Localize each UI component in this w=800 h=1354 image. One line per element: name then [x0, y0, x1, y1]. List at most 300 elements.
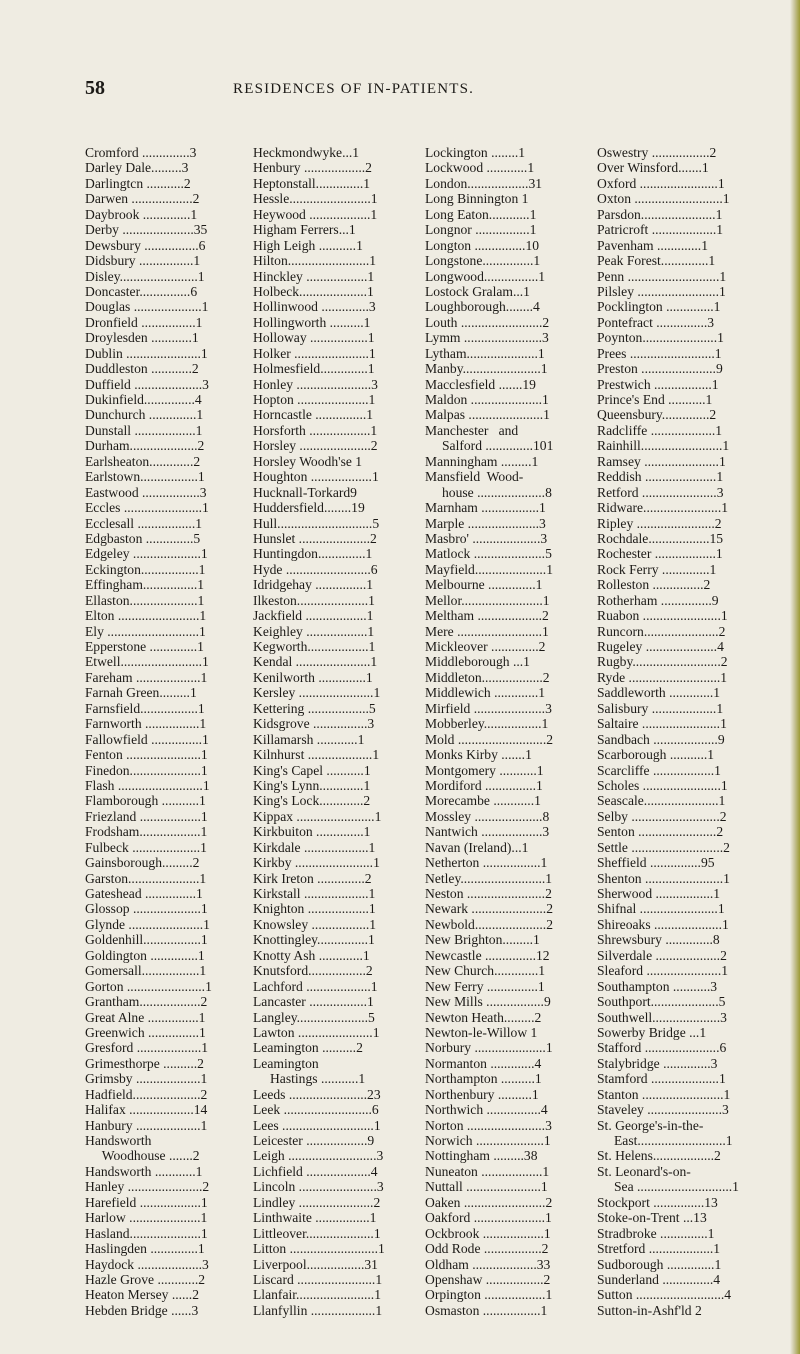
residence-entry: Gomersall.................1: [85, 963, 207, 979]
residence-entry: Oswestry .................2: [597, 145, 717, 160]
residence-entry: Hollingworth ..........1: [253, 314, 371, 330]
residence-entry: Mickleover ..............2: [425, 639, 546, 654]
residence-entry: Edgbaston ..............5: [85, 530, 201, 546]
residence-entry: Montgomery ...........1: [425, 762, 544, 778]
residence-entry: Heaton Mersey ......2: [85, 1287, 200, 1303]
residence-entry: Darley Dale.........3: [85, 160, 189, 176]
residence-entry: Preston ......................9: [597, 361, 723, 377]
residence-entry: Effingham................1: [85, 577, 205, 593]
residence-entry: Hunslet .....................2: [253, 530, 377, 546]
residence-entry: Doncaster...............6: [85, 283, 198, 299]
residence-entry: Farnworth ................1: [85, 716, 207, 732]
residence-entry: Newton Heath.........2: [425, 1009, 542, 1025]
residence-entry: Stoke-on-Trent ...13: [597, 1210, 707, 1226]
residence-entry: Northampton ..........1: [425, 1071, 542, 1087]
residence-entry: Leamington: [253, 1055, 319, 1071]
residence-entry: London..................31: [425, 175, 543, 191]
residence-entry: Melbourne ..............1: [425, 577, 543, 593]
residence-entry: Netherton .................1: [425, 855, 548, 871]
residence-entry: Dronfield ................1: [85, 314, 203, 330]
residence-entry: Fulbeck ....................1: [85, 839, 207, 855]
residence-entry: Lostock Gralam...1: [425, 283, 530, 299]
residence-entry: Peak Forest..............1: [597, 253, 716, 269]
residence-entry: Oaken ........................2: [425, 1194, 553, 1210]
residence-entry: Harlow .....................1: [85, 1210, 208, 1226]
residence-entry: Malpas ......................1: [425, 407, 550, 423]
residence-entry: Henbury ..................2: [253, 160, 372, 176]
residence-entry: Goldington ..............1: [85, 947, 205, 963]
residence-entry: Kettering ..................5: [253, 700, 376, 716]
residence-entry: Dunchurch ..............1: [85, 407, 204, 423]
residence-entry: Sutton ..........................4: [597, 1287, 732, 1303]
residence-entry: Hasland.....................1: [85, 1225, 208, 1241]
residence-entry: Norbury .....................1: [425, 1040, 553, 1056]
residence-entry: Oakford .....................1: [425, 1210, 552, 1226]
residence-entry: Mordiford ...............1: [425, 777, 543, 793]
residence-entry: Rock Ferry ..............1: [597, 561, 717, 577]
residence-entry: Manningham .........1: [425, 453, 539, 469]
residence-entry: Cromford ..............3: [85, 145, 197, 160]
residence-entry: Stamford ....................1: [597, 1071, 726, 1087]
residence-entry: Hadfield....................2: [85, 1086, 208, 1102]
residence-entry: Harefield ..................1: [85, 1194, 208, 1210]
residence-entry: Norton .......................3: [425, 1117, 552, 1133]
residence-entry: Killamarsh ............1: [253, 731, 365, 747]
residence-entry: Shenton .......................1: [597, 870, 730, 886]
residence-entry: Longton ...............10: [425, 237, 540, 253]
residence-entry: Hessle........................1: [253, 191, 378, 207]
residence-entry: Matlock .....................5: [425, 546, 552, 562]
residence-entry: Oxford .......................1: [597, 175, 725, 191]
residence-entry: Holbeck....................1: [253, 283, 374, 299]
residence-entry: Lincoln .......................3: [253, 1179, 384, 1195]
residence-entry: Grantham..................2: [85, 994, 208, 1010]
residence-entry: Long Eaton............1: [425, 206, 537, 222]
residence-entry: Loughborough........4: [425, 299, 540, 315]
residence-entry: Knotty Ash .............1: [253, 947, 370, 963]
residence-entry: Nottingham .........38: [425, 1148, 538, 1164]
residence-entry: Gainsborough.........2: [85, 855, 200, 871]
residence-entry: Long Binnington 1: [425, 191, 529, 207]
residence-entry: Ilkeston.....................1: [253, 592, 375, 608]
residence-entry: Prestwich .................1: [597, 376, 719, 392]
residence-entry: Knowsley .................1: [253, 916, 377, 932]
residence-entry: St. George's-in-the-: [597, 1117, 704, 1133]
column-4: [597, 145, 765, 1318]
residence-entry: Jackfield ..................1: [253, 608, 374, 624]
residence-entry: Llanfair.......................1: [253, 1287, 381, 1303]
residence-entry: Halifax ...................14: [85, 1102, 208, 1118]
residence-entry: Manchester and: [425, 422, 519, 438]
residence-entry: Ellaston....................1: [85, 592, 205, 608]
residence-entry: Heptonstall..............1: [253, 175, 371, 191]
residence-entry: Monks Kirby .......1: [425, 747, 532, 763]
residence-entry: Lachford ...................1: [253, 978, 378, 994]
residence-entry: Ryde ...........................1: [597, 669, 728, 685]
residence-entry: Epperstone ..............1: [85, 639, 204, 654]
residence-entry: Rotherham ...............9: [597, 592, 719, 608]
column-1: [85, 145, 245, 1318]
residence-entry: Marple .....................3: [425, 515, 546, 531]
residence-entry: Eckington.................1: [85, 561, 206, 577]
residence-entry: Gorton .......................1: [85, 978, 212, 994]
residence-entry: Nantwich ..................3: [425, 824, 550, 840]
residence-entry: Stalybridge ..............3: [597, 1055, 718, 1071]
residence-entry: Llanfyllin ...................1: [253, 1302, 383, 1318]
residence-entry: Friezland ..................1: [85, 808, 208, 824]
residence-entry: Duddleston ............2: [85, 361, 199, 377]
residence-entry: Sleaford ......................1: [597, 963, 729, 979]
residence-entry: Sea ............................1: [597, 1179, 739, 1195]
residence-entry: Fallowfield ...............1: [85, 731, 209, 747]
residence-entry: Sowerby Bridge ...1: [597, 1024, 707, 1040]
residence-entry: Hyde .........................6: [253, 561, 378, 577]
residence-entry: Haydock ...................3: [85, 1256, 209, 1272]
residence-entry: Lytham.....................1: [425, 345, 545, 361]
residence-entry: Silverdale ...................2: [597, 947, 727, 963]
residence-entry: Stretford ...................1: [597, 1241, 721, 1257]
residence-entry: Settle ...........................2: [597, 839, 730, 855]
residence-entry: Prince's End ...........1: [597, 392, 713, 407]
residence-entry: Eastwood .................3: [85, 484, 207, 500]
residence-entry: Knighton ..................1: [253, 901, 376, 917]
residence-entry: Kenilworth ..............1: [253, 669, 373, 685]
page-number: 58: [85, 77, 105, 99]
residence-entry: Leek ..........................6: [253, 1102, 379, 1118]
residence-entry: St. Helens..................2: [597, 1148, 721, 1164]
residence-entry: Sudborough ..............1: [597, 1256, 722, 1272]
residence-entry: Longstone...............1: [425, 253, 541, 269]
residence-entry: Sherwood .................1: [597, 886, 721, 901]
residence-entry: Linthwaite ................1: [253, 1210, 377, 1226]
residence-entry: Finedon.....................1: [85, 762, 208, 778]
residence-entry: Farnah Green.........1: [85, 685, 197, 701]
residence-entry: Gresford ...................1: [85, 1040, 209, 1056]
residence-entry: Eccles .......................1: [85, 500, 209, 516]
residence-entry: Nuttall ......................1: [425, 1179, 548, 1195]
residence-entry: Lichfield ...................4: [253, 1163, 378, 1179]
residence-entry: Lindley ......................2: [253, 1194, 381, 1210]
residence-entry: Duffield ....................3: [85, 376, 209, 392]
residence-entry: Northenbury ..........1: [425, 1086, 539, 1102]
residence-entry: Liverpool.................31: [253, 1256, 378, 1272]
residence-entry: Horsley .....................2: [253, 438, 378, 454]
residence-entry: Stradbroke ..............1: [597, 1225, 715, 1241]
residence-entry: New Brighton.........1: [425, 932, 540, 948]
residence-entry: Mold ..........................2: [425, 731, 554, 747]
residence-entry: Droylesden ............1: [85, 330, 199, 346]
residence-entry: Kidsgrove ................3: [253, 716, 375, 732]
residence-entry: Hastings ...........1: [253, 1071, 366, 1087]
residence-entry: Rainhill........................1: [597, 438, 730, 454]
residence-entry: Garston.....................1: [85, 870, 207, 886]
residence-entry: Ely ...........................1: [85, 623, 206, 639]
residence-entry: Hilton........................1: [253, 253, 377, 269]
residence-entry: Holloway .................1: [253, 330, 375, 346]
residence-entry: Over Winsford.......1: [597, 160, 709, 176]
residence-entry: Prees .........................1: [597, 345, 722, 361]
residence-entry: Middleton..................2: [425, 669, 550, 685]
residence-entry: Knottingley...............1: [253, 932, 375, 948]
residence-entry: Saltaire .......................1: [597, 716, 727, 732]
residence-entry: Norwich ....................1: [425, 1133, 551, 1148]
residence-entry: Orpington ..................1: [425, 1287, 553, 1303]
residence-entry: Salisbury ...................1: [597, 700, 724, 716]
residence-entry: Goldenhill.................1: [85, 932, 208, 948]
residence-entry: Dukinfield...............4: [85, 392, 202, 407]
residence-entry: Scarcliffe ..................1: [597, 762, 721, 778]
residence-entry: Newcastle ...............12: [425, 947, 550, 963]
residence-entry: Heckmondwyke...1: [253, 145, 360, 160]
residence-entry: King's Lock.............2: [253, 793, 371, 809]
residence-entry: Nuneaton ..................1: [425, 1163, 550, 1179]
residence-entry: Haslingden ..............1: [85, 1241, 205, 1257]
residence-entry: Ramsey ......................1: [597, 453, 726, 469]
residence-entry: Heywood ..................1: [253, 206, 378, 222]
residence-entry: Sunderland ...............4: [597, 1271, 721, 1287]
residence-entry: Ripley .......................2: [597, 515, 722, 531]
residence-entry: Mere .........................1: [425, 623, 549, 639]
residence-entry: Durham....................2: [85, 438, 205, 454]
residence-entry: Mayfield.....................1: [425, 561, 553, 577]
residence-entry: Idridgehay ...............1: [253, 577, 374, 593]
residence-entry: New Mills .................9: [425, 994, 551, 1010]
residence-entry: Sutton-in-Ashf'ld 2: [597, 1302, 702, 1318]
residence-entry: Gateshead ...............1: [85, 886, 203, 901]
residence-entry: Oxton ..........................1: [597, 191, 730, 207]
residence-entry: Dewsbury ................6: [85, 237, 206, 253]
residence-entry: Glossop ....................1: [85, 901, 208, 917]
residence-entry: Lockington ........1: [425, 145, 526, 160]
residence-entry: Lees ...........................1: [253, 1117, 381, 1133]
residence-entry: Rolleston ...............2: [597, 577, 711, 593]
residence-entry: Littleover....................1: [253, 1225, 381, 1241]
residence-entry: Oldham ...................33: [425, 1256, 551, 1272]
residence-entry: Macclesfield .......19: [425, 376, 536, 392]
residence-entry: Poynton......................1: [597, 330, 724, 346]
residence-entry: Hopton .....................1: [253, 392, 376, 407]
residence-entry: Earlstown.................1: [85, 469, 205, 485]
residence-entry: Manby.......................1: [425, 361, 548, 377]
residence-entry: Hanbury ...................1: [85, 1117, 208, 1133]
residence-entry: Newton-le-Willow 1: [425, 1024, 538, 1040]
residence-entry: house ....................8: [425, 484, 552, 500]
residence-entry: Hull............................5: [253, 515, 380, 531]
page-header: [0, 77, 800, 101]
residence-entry: Higham Ferrers...1: [253, 222, 356, 238]
residence-entry: Pocklington ..............1: [597, 299, 721, 315]
residence-entry: East..........................1: [597, 1133, 733, 1148]
residence-entry: Meltham ...................2: [425, 608, 549, 624]
residence-entry: Rochester ..................1: [597, 546, 723, 562]
residence-entry: Horncastle ...............1: [253, 407, 374, 423]
residence-entry: Grimsby ...................1: [85, 1071, 208, 1087]
residence-entry: Newbold.....................2: [425, 916, 553, 932]
column-2: [253, 145, 418, 1318]
residence-entry: Openshaw .................2: [425, 1271, 551, 1287]
residence-entry: Odd Rode .................2: [425, 1241, 549, 1257]
residence-entry: Retford ......................3: [597, 484, 724, 500]
residence-entry: Grimesthorpe ..........2: [85, 1055, 204, 1071]
residence-entry: Louth ........................2: [425, 314, 550, 330]
residence-entry: Longwood................1: [425, 268, 546, 284]
residence-entry: Douglas ....................1: [85, 299, 209, 315]
residence-entry: Stanton ........................1: [597, 1086, 731, 1102]
residence-entry: St. Leonard's-on-: [597, 1163, 691, 1179]
residence-entry: Derby .....................35: [85, 222, 208, 238]
residence-entry: Hazle Grove ............2: [85, 1271, 206, 1287]
page-edge: [790, 0, 800, 1354]
residence-entry: Rugeley .....................4: [597, 639, 724, 654]
residence-entry: Handsworth: [85, 1133, 152, 1148]
residence-entry: Ridware.......................1: [597, 500, 729, 516]
residence-entry: Keighley ..................1: [253, 623, 375, 639]
residence-entry: Kersley ......................1: [253, 685, 381, 701]
residence-entry: Osmaston .................1: [425, 1302, 548, 1318]
residence-entry: Kirkdale ...................1: [253, 839, 376, 855]
residence-entry: Liscard .......................1: [253, 1271, 383, 1287]
residence-entry: Scholes .......................1: [597, 777, 728, 793]
residence-entry: Mirfield .....................3: [425, 700, 552, 716]
residence-entry: Langley.....................5: [253, 1009, 375, 1025]
residence-entry: Parsdon......................1: [597, 206, 723, 222]
residence-entry: Frodsham..................1: [85, 824, 208, 840]
residence-entry: Honley ......................3: [253, 376, 378, 392]
residence-entry: Disley.......................1: [85, 268, 205, 284]
residence-entry: Ruabon .......................1: [597, 608, 728, 624]
residence-entry: Sheffield ...............95: [597, 855, 715, 871]
residence-entry: Patricroft ...................1: [597, 222, 724, 238]
residence-entry: Leicester ..................9: [253, 1133, 375, 1148]
residence-entry: Kendal ......................1: [253, 654, 378, 670]
column-3: [425, 145, 590, 1318]
residence-entry: Pontefract ...............3: [597, 314, 715, 330]
residence-entry: Lancaster .................1: [253, 994, 374, 1010]
residence-entry: Hollinwood ..............3: [253, 299, 376, 315]
residence-entry: Glynde ......................1: [85, 916, 210, 932]
residence-entry: Southampton ...........3: [597, 978, 718, 994]
residence-entry: Huntingdon..............1: [253, 546, 373, 562]
residence-entry: Northwich ................4: [425, 1102, 548, 1118]
residence-entry: Kegworth..................1: [253, 639, 376, 654]
residence-entry: Ecclesall .................1: [85, 515, 203, 531]
residence-entry: Stockport ...............13: [597, 1194, 718, 1210]
residence-entry: Runcorn......................2: [597, 623, 726, 639]
residence-entry: Kirkby .......................1: [253, 855, 380, 871]
residence-entry: Hanley ......................2: [85, 1179, 210, 1195]
residence-entry: Kilnhurst ...................1: [253, 747, 380, 763]
residence-entry: Leigh ..........................3: [253, 1148, 384, 1164]
residence-entry: Hebden Bridge ......3: [85, 1302, 199, 1318]
running-title: RESIDENCES OF IN-PATIENTS.: [233, 81, 475, 97]
residence-entry: Hucknall-Torkard9: [253, 484, 357, 500]
residence-entry: Greenwich ...............1: [85, 1024, 206, 1040]
residence-entry: Holmesfield..............1: [253, 361, 375, 377]
residence-entry: King's Lynn.............1: [253, 777, 371, 793]
residence-entry: Kippax .......................1: [253, 808, 382, 824]
residence-entry: Huddersfield........19: [253, 500, 365, 516]
residence-entry: Mossley ....................8: [425, 808, 550, 824]
residence-entry: Queensbury..............2: [597, 407, 717, 423]
residence-entry: Leamington ..........2: [253, 1040, 363, 1056]
residence-entry: Sandbach ...................9: [597, 731, 725, 747]
residence-entry: Scarborough ...........1: [597, 747, 715, 763]
residence-entry: Hinckley ..................1: [253, 268, 375, 284]
residence-entry: Kirkbuiton ..............1: [253, 824, 371, 840]
residence-entry: Elton ........................1: [85, 608, 207, 624]
residence-entry: King's Capel ...........1: [253, 762, 371, 778]
residence-entry: Longnor ................1: [425, 222, 537, 238]
residence-entry: New Ferry ...............1: [425, 978, 545, 994]
residence-entry: Normanton .............4: [425, 1055, 542, 1071]
residence-entry: Middlewich .............1: [425, 685, 546, 701]
residence-entry: Woodhouse .......2: [85, 1148, 200, 1164]
residence-entry: New Church.............1: [425, 963, 546, 979]
residence-entry: Netley.........................1: [425, 870, 553, 886]
residence-entry: Horsforth ..................1: [253, 422, 378, 438]
residence-entry: Morecambe ............1: [425, 793, 541, 809]
residence-entry: Pavenham .............1: [597, 237, 709, 253]
residence-entry: Farnsfield.................1: [85, 700, 205, 716]
residence-entry: Etwell........................1: [85, 654, 209, 670]
residence-entry: Mellor........................1: [425, 592, 550, 608]
residence-entry: Flash .........................1: [85, 777, 210, 793]
residence-entry: Neston .......................2: [425, 886, 552, 901]
residence-entry: Darlingtcn ...........2: [85, 175, 191, 191]
residence-entry: Litton ..........................1: [253, 1241, 385, 1257]
residence-entry: Pilsley ........................1: [597, 283, 726, 299]
residence-entry: Edgeley ....................1: [85, 546, 208, 562]
residence-entry: Dunstall ..................1: [85, 422, 203, 438]
residence-entry: Lockwood ............1: [425, 160, 535, 176]
residence-entry: Darwen ..................2: [85, 191, 200, 207]
residence-entry: Southport....................5: [597, 994, 726, 1010]
residence-entry: Handsworth ............1: [85, 1163, 203, 1179]
residence-entry: Didsbury ................1: [85, 253, 201, 269]
residence-entry: Selby ..........................2: [597, 808, 727, 824]
residence-entry: Houghton ..................1: [253, 469, 379, 485]
residence-entry: Newark ......................2: [425, 901, 553, 917]
residence-entry: Rugby..........................2: [597, 654, 728, 670]
residence-entry: Reddish .....................1: [597, 469, 724, 485]
residence-entry: Masbro' ....................3: [425, 530, 548, 546]
residence-entry: Flamborough ...........1: [85, 793, 206, 809]
residence-entry: Salford ..............101: [425, 438, 554, 454]
residence-entry: Senton .......................2: [597, 824, 724, 840]
residence-entry: Radcliffe ...................1: [597, 422, 723, 438]
residence-entry: Staveley ......................3: [597, 1102, 729, 1118]
residence-entry: Knutsford.................2: [253, 963, 373, 979]
residence-entry: Earlsheaton.............2: [85, 453, 201, 469]
residence-entry: Saddleworth .............1: [597, 685, 721, 701]
residence-entry: Rochdale..................15: [597, 530, 724, 546]
residence-entry: Marnham .................1: [425, 500, 546, 516]
residence-entry: Lymm .......................3: [425, 330, 549, 346]
residence-entry: Mobberley.................1: [425, 716, 549, 732]
residence-entry: Stafford ......................6: [597, 1040, 727, 1056]
residence-entry: Seascale......................1: [597, 793, 726, 809]
residence-entry: Lawton ......................1: [253, 1024, 380, 1040]
residence-entry: Shireoaks ....................1: [597, 916, 729, 932]
residence-entry: Fenton ......................1: [85, 747, 208, 763]
residence-entry: Daybrook ..............1: [85, 206, 198, 222]
residence-entry: Navan (Ireland)...1: [425, 839, 529, 855]
residence-entry: Maldon .....................1: [425, 392, 549, 407]
residence-columns: [85, 145, 765, 1325]
residence-entry: Great Alne ...............1: [85, 1009, 206, 1025]
residence-entry: Shrewsbury ..............8: [597, 932, 720, 948]
residence-entry: Shifnal .......................1: [597, 901, 725, 917]
